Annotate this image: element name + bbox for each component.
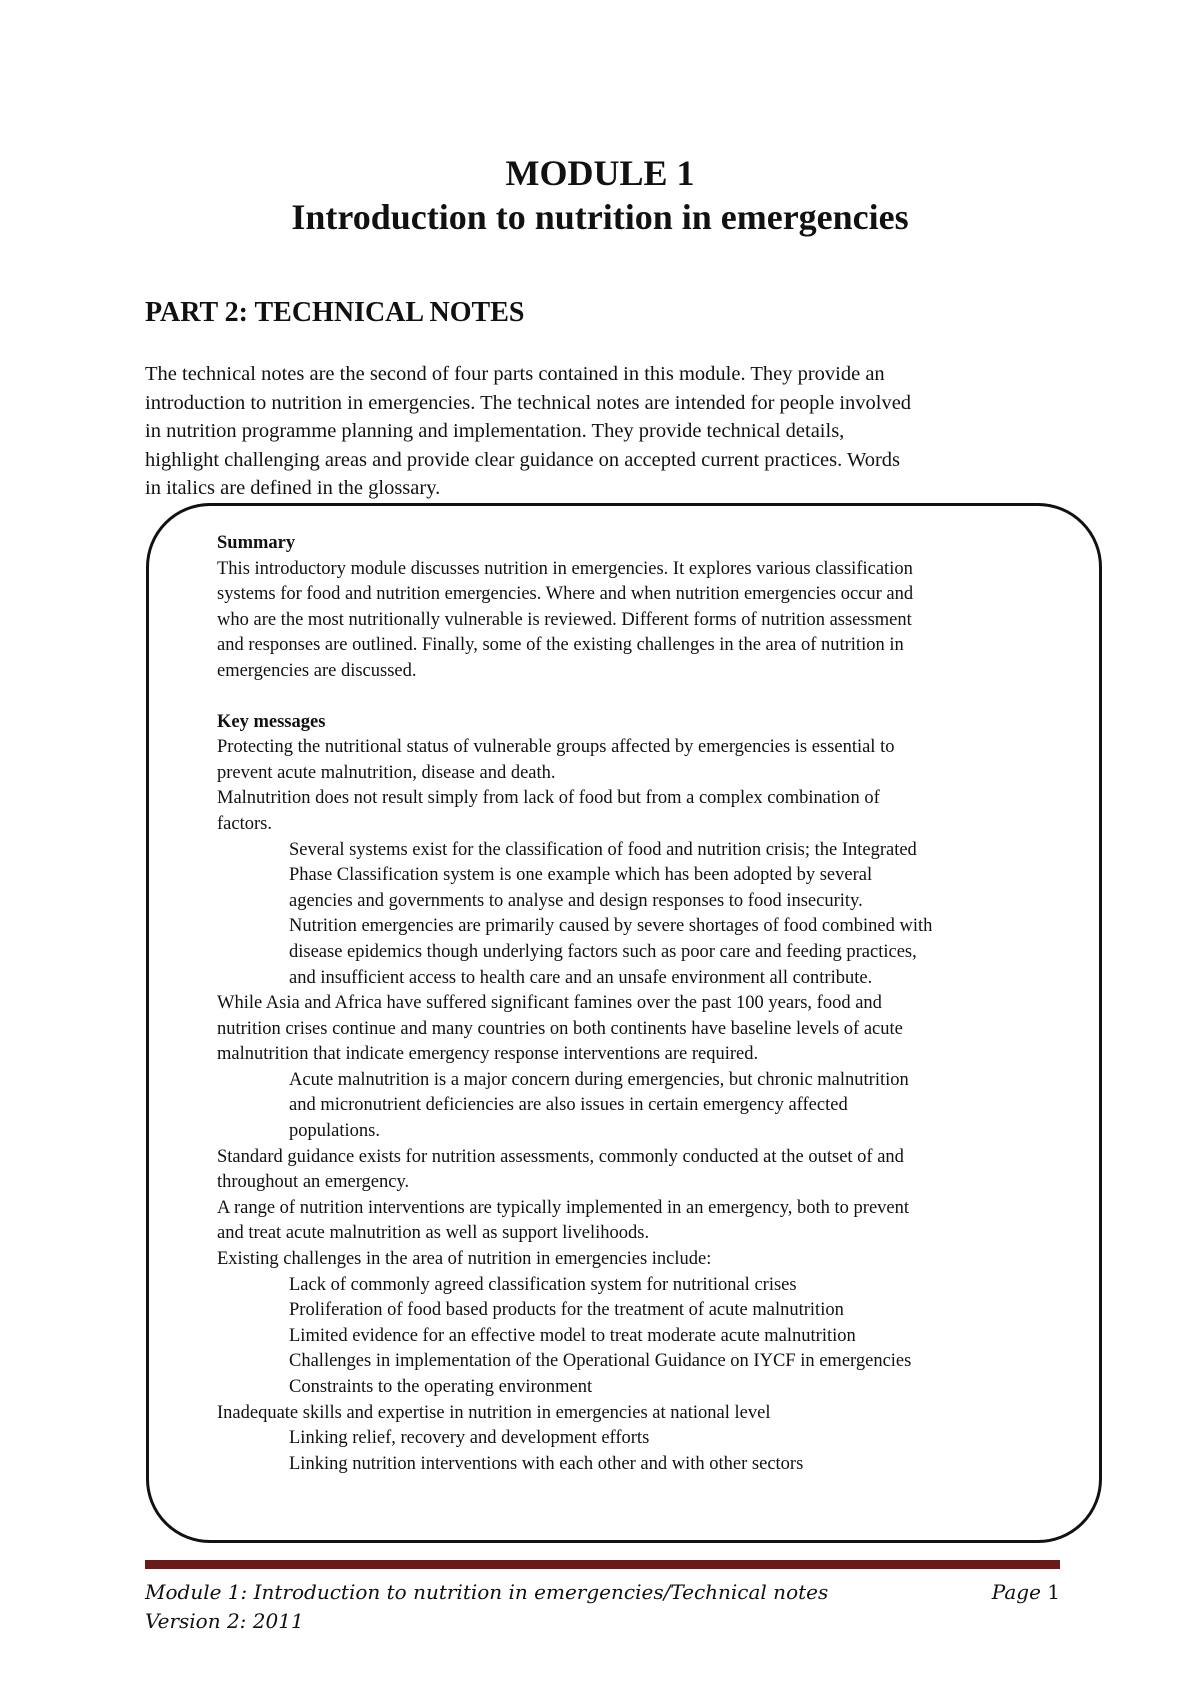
summary-line: systems for food and nutrition emergencies. Where and when nutrition emergencies occur and	[217, 584, 914, 605]
intro-line: in italics are defined in the glossary.	[145, 477, 441, 499]
key-message-subline: Nutrition emergencies are primarily caused by severe shortages of food combined with	[289, 916, 933, 937]
key-message-line: A range of nutrition interventions are typically implemented in an emergency, both to prevent	[217, 1197, 910, 1218]
key-message-line: throughout an emergency.	[217, 1172, 410, 1193]
key-message-line: Protecting the nutritional status of vulnerable groups affected by emergencies is essential to	[217, 737, 895, 758]
key-message-line: Standard guidance exists for nutrition assessments, commonly conducted at the outset of and	[217, 1146, 904, 1167]
key-message-line: factors.	[217, 813, 272, 834]
key-message-subline: Constraints to the operating environment	[289, 1377, 593, 1397]
key-message-subline: Limited evidence for an effective model to treat moderate acute malnutrition	[289, 1325, 856, 1346]
page-footer	[145, 1578, 1060, 1636]
key-message-subline: Lack of commonly agreed classification system for nutritional crises	[289, 1274, 797, 1295]
summary-heading: Summary	[217, 533, 296, 553]
summary-box-content	[217, 531, 1077, 1477]
key-message-subline: agencies and governments to analyse and design responses to food insecurity.	[289, 890, 863, 911]
key-message-line: prevent acute malnutrition, disease and death.	[217, 762, 556, 783]
key-message-subline: Phase Classification system is one example which has been adopted by several	[289, 865, 873, 886]
key-message-subline: Acute malnutrition is a major concern during emergencies, but chronic malnutrition	[289, 1069, 909, 1090]
key-message-line: Existing challenges in the area of nutrition in emergencies include:	[217, 1249, 712, 1270]
intro-paragraph	[145, 360, 1065, 503]
key-message-subline: and insufficient access to health care and an unsafe environment all contribute.	[289, 967, 873, 988]
key-message-line: Malnutrition does not result simply from lack of food but from a complex combination of	[217, 788, 880, 809]
intro-line: The technical notes are the second of four parts contained in this module. They provide an	[145, 363, 885, 385]
key-message-subline: Linking relief, recovery and development efforts	[289, 1428, 650, 1449]
key-message-line: Inadequate skills and expertise in nutrition in emergencies at national level	[217, 1402, 771, 1423]
key-message-line: nutrition crises continue and many countries on both continents have baseline levels of acute	[217, 1018, 903, 1039]
key-message-subline: Several systems exist for the classification of food and nutrition crisis; the Integrated	[289, 839, 917, 860]
summary-line: This introductory module discusses nutrition in emergencies. It explores various classification	[217, 558, 913, 579]
key-message-subline: Linking nutrition interventions with each other and with other sectors	[289, 1453, 804, 1474]
key-message-subline: Challenges in implementation of the Operational Guidance on IYCF in emergencies	[289, 1351, 912, 1372]
key-message-line: malnutrition that indicate emergency response interventions are required.	[217, 1044, 759, 1065]
summary-line: and responses are outlined. Finally, some of the existing challenges in the area of nutrition in	[217, 635, 904, 656]
key-message-line: and treat acute malnutrition as well as support livelihoods.	[217, 1223, 650, 1244]
footer-page-number: 1	[1047, 1580, 1060, 1604]
key-messages-heading: Key messages	[217, 711, 326, 732]
key-message-subline: Proliferation of food based products for the treatment of acute malnutrition	[289, 1300, 844, 1321]
key-message-subline: disease epidemics though underlying factors such as poor care and feeding practices,	[289, 941, 917, 962]
key-message-subline: and micronutrient deficiencies are also issues in certain emergency affected	[289, 1095, 848, 1116]
intro-line: in nutrition programme planning and implementation. They provide technical details,	[145, 420, 845, 442]
key-message-subline: populations.	[289, 1121, 380, 1142]
footer-page-label: Page	[991, 1580, 1041, 1604]
summary-line: who are the most nutritionally vulnerable is reviewed. Different forms of nutrition assessment	[217, 609, 912, 630]
intro-line: introduction to nutrition in emergencies. The technical notes are intended for people involved	[145, 391, 912, 414]
module-number: MODULE 1	[505, 153, 695, 193]
intro-line: highlight challenging areas and provide clear guidance on accepted current practices. Words	[145, 448, 901, 471]
footer-page-indicator	[992, 1578, 1060, 1607]
footer-version: Version 2: 2011	[145, 1609, 304, 1633]
footer-rule	[145, 1560, 1060, 1569]
key-message-line: While Asia and Africa have suffered significant famines over the past 100 years, food and	[217, 993, 882, 1014]
module-title: Introduction to nutrition in emergencies	[291, 197, 909, 237]
footer-document-title: Module 1: Introduction to nutrition in emergencies/Technical notes	[145, 1580, 829, 1604]
summary-line: emergencies are discussed.	[217, 660, 417, 681]
part-heading: PART 2: TECHNICAL NOTES	[145, 297, 525, 328]
key-messages-list	[217, 735, 1077, 1477]
